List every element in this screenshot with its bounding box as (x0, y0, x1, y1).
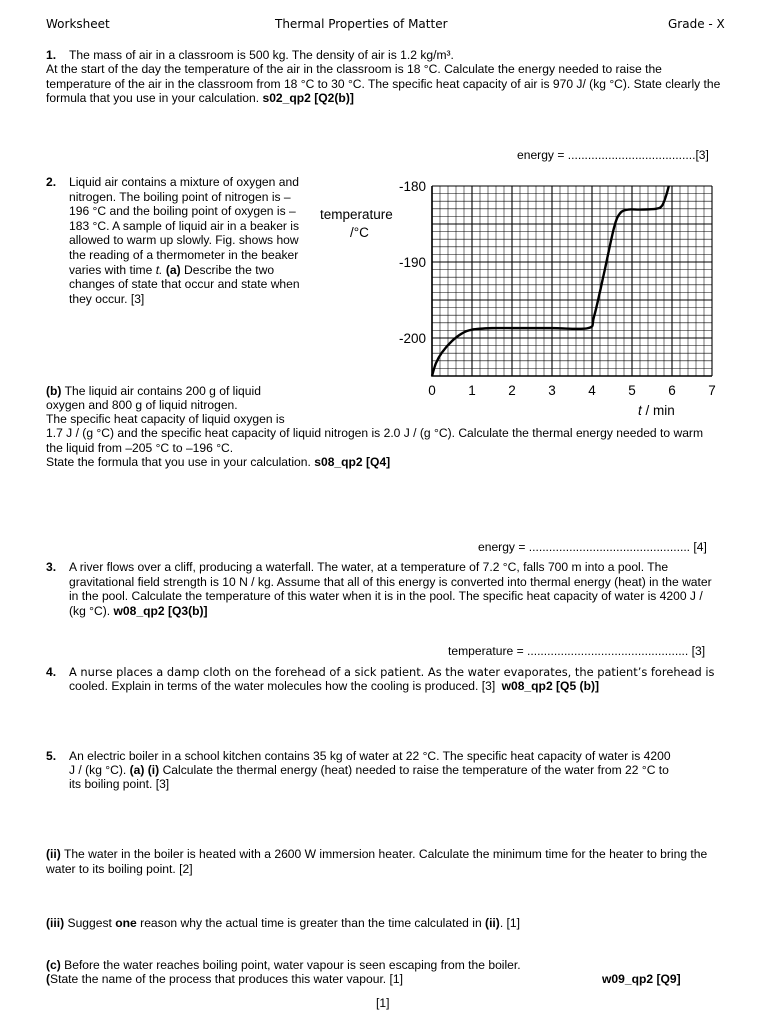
q5-ii-label: (ii) (46, 847, 61, 861)
q2-ref: s08_qp2 [Q4] (314, 455, 391, 469)
q1-answer-line: energy = ......................................[3] (517, 148, 709, 162)
q5-line3: its boiling point. [3] (69, 777, 170, 791)
q5-iii-label: (iii) (46, 916, 65, 930)
q2b-formula-text: State the formula that you use in your calculation. (46, 455, 311, 469)
q3-text (69, 560, 722, 618)
q2b-line1: The liquid air contains 200 g of liquid (64, 384, 261, 398)
q3-answer-line: temperature = ................................................ [3] (448, 644, 706, 658)
q1-ref: s02_qp2 [Q2(b)] (262, 91, 354, 106)
header-right: Grade - X (668, 17, 725, 31)
q1-number: 1. (46, 48, 57, 62)
q5-ref: w09_qp2 [Q9] (602, 972, 681, 986)
y-tick-label: -190 (398, 255, 426, 270)
q1-body (46, 62, 722, 106)
q5-part-iii (46, 916, 722, 931)
x-tick-label: 7 (708, 383, 716, 398)
page-number: [1] (376, 996, 390, 1010)
chart-grid (432, 186, 712, 376)
x-tick-label: 4 (588, 383, 596, 398)
q5-line2 (69, 763, 729, 778)
chart-axes (432, 186, 712, 376)
q2-number: 2. (46, 175, 57, 189)
q2b-intro (46, 384, 306, 399)
q5-iii-mid: reason why the actual time is greater than the time calculated in (140, 916, 482, 930)
chart-xlabel: t / min (638, 403, 675, 418)
q5-line1: An electric boiler in a school kitchen contains 35 kg of water at 22 °C. The specific heat capacity of water is 4200 (69, 749, 671, 763)
q2a-variable: t. (155, 262, 163, 277)
chart-curve (432, 186, 669, 376)
q5-c-paren: ( (46, 972, 51, 986)
q4-number: 4. (46, 665, 57, 679)
q2a-part-label: (a) (165, 262, 181, 277)
q3-ref: w08_qp2 [Q3(b)] (113, 603, 208, 618)
x-tick-label: 6 (668, 383, 676, 398)
q2b-line2: oxygen and 800 g of liquid nitrogen. (46, 398, 238, 412)
q2-answer-line: energy = ................................................ [4] (478, 540, 707, 554)
q4-ref: w08_qp2 [Q5 (b)] (501, 679, 600, 693)
q5-ii-text: The water in the boiler is heated with a 2600 W immersion heater. Calculate the minimum time for the heater to bring the water to its boiling point. [2] (46, 847, 708, 876)
q5-line2-units: J / (kg °C). (69, 763, 127, 777)
q5-c-line1: Before the water reaches boiling point, water vapour is seen escaping from the boiler. (64, 958, 521, 972)
x-tick-label: 0 (428, 383, 436, 398)
q2a-body: Liquid air contains a mixture of oxygen and nitrogen. The boiling point of nitrogen is –196 °C and the boiling point of oxygen is –183 °C. A sample of liquid air in a beaker is allowed to warm up slowly. Fig. shows how the reading of a thermometer in the beaker varies with time (69, 175, 300, 277)
q5-number: 5. (46, 749, 57, 763)
q4-line2-wrap (69, 679, 722, 694)
header-title: Thermal Properties of Matter (275, 17, 448, 31)
q3-number: 3. (46, 560, 57, 574)
temperature-curve (432, 186, 669, 376)
q2b-line3: The specific heat capacity of liquid oxygen is (46, 412, 285, 426)
q4-line1: A nurse places a damp cloth on the forehead of a sick patient. As the water evaporates, the patient’s forehead is (69, 665, 715, 679)
q5-c-line2: State the name of the process that produces this water vapour. [1] (50, 972, 403, 986)
temperature-time-chart (310, 172, 730, 422)
y-tick-label: -200 (398, 331, 426, 346)
y-tick-label: -180 (398, 179, 426, 194)
header-left: Worksheet (46, 17, 110, 31)
q5-part-ii (46, 847, 722, 876)
q2b-line4: 1.7 J / (g °C) and the specific heat capacity of liquid nitrogen is 2.0 J / (g °C). Calculate the thermal energy needed to warm the liquid from –205 °C to –196 °C. (46, 426, 704, 455)
q4-line2: cooled. Explain in terms of the water molecules how the cooling is produced. [3] (69, 679, 496, 693)
q3-body: A river flows over a cliff, producing a waterfall. The water, at a temperature of 7.2 °C, falls 700 m into a pool. The gravitational field strength is 10 N / kg. Assume that all of this energy is converted into thermal energy (heat) in the water in the pool. Calculate the temperature of this water when it is in the pool. The specific heat capacity of water is 4200 J / (kg °C). (69, 560, 712, 618)
q2a-text (69, 175, 301, 306)
q5-iii-pre: Suggest (67, 916, 112, 930)
x-tick-label: 2 (508, 383, 516, 398)
chart-ylabel-line2: /°C (350, 225, 369, 240)
q1-line1: The mass of air in a classroom is 500 kg. The density of air is 1.2 kg/m³. (69, 48, 454, 62)
q5-iii-ref: (ii) (485, 916, 500, 930)
q5-part-a-label: (a) (i) (129, 763, 160, 777)
q5-iii-post: . [1] (499, 916, 520, 930)
q5-c-label: (c) (46, 958, 61, 972)
q2a-body2: Describe the two changes of state that occur and state when they occur. [3] (69, 262, 300, 306)
q2b-line5 (46, 455, 722, 470)
q5-part-c (46, 958, 722, 973)
q5-iii-one: one (115, 916, 137, 930)
q5-part-a-text: Calculate the thermal energy (heat) needed to raise the temperature of the water from 22 °C to (162, 763, 669, 777)
q5-c-line2-wrap (46, 972, 566, 987)
q2b-part-label: (b) (46, 384, 62, 398)
q1-body-text: At the start of the day the temperature of the air in the classroom is 18 °C. Calculate the energy needed to raise the temperature of the air in the classroom from 18 °C to 30 °C. The specific heat capacity of air is 970 J/ (kg °C). State clearly the formula that you use in your calculation. (46, 62, 721, 106)
x-tick-label: 3 (548, 383, 556, 398)
x-tick-label: 1 (468, 383, 476, 398)
chart-ylabel-line1: temperature (320, 207, 393, 222)
x-tick-label: 5 (628, 383, 636, 398)
